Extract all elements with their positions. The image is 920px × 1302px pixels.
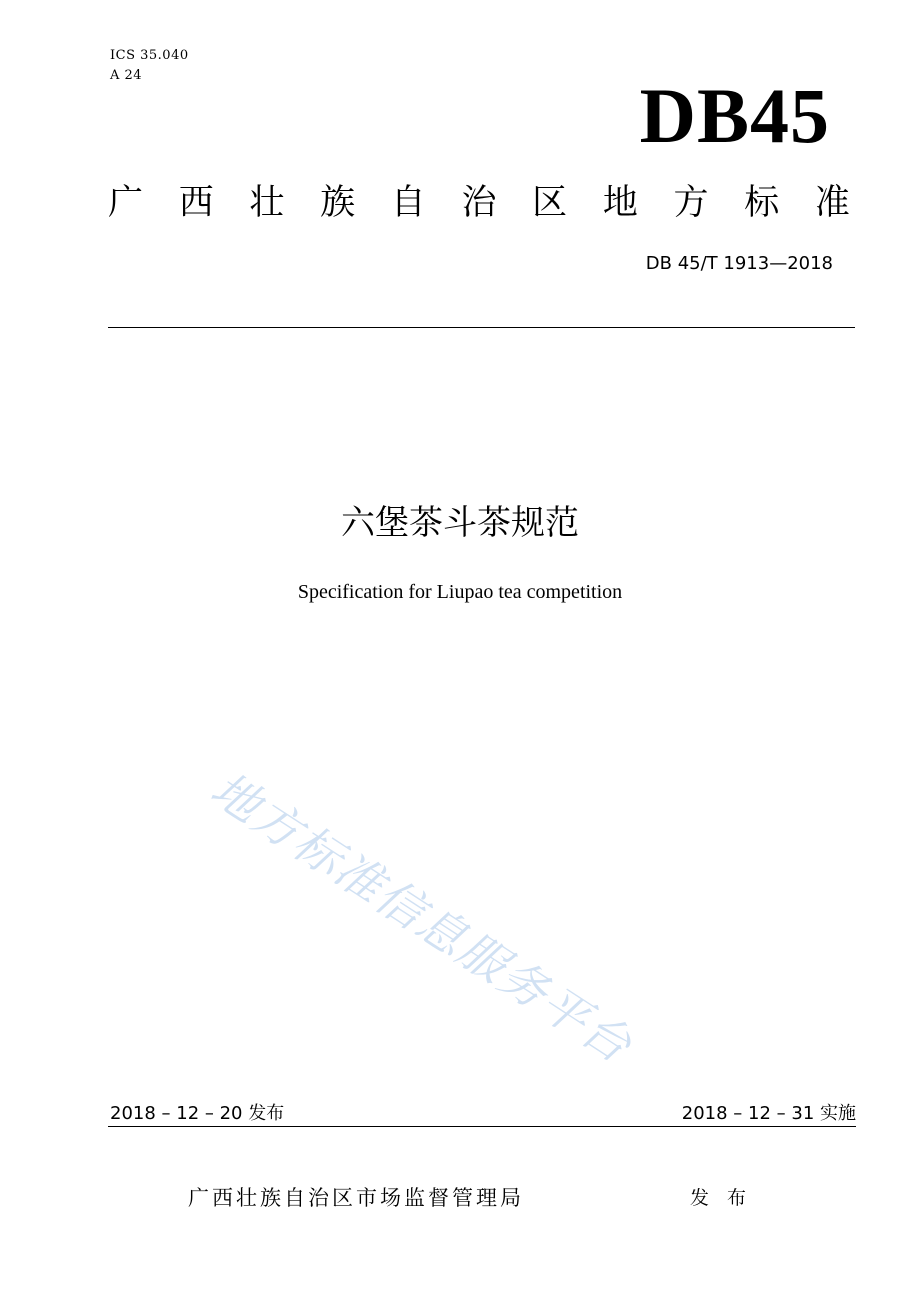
standard-type-char: 地 xyxy=(602,183,638,223)
standard-type-char: 自 xyxy=(390,183,426,223)
footer-divider xyxy=(108,1126,856,1127)
standard-type-char: 方 xyxy=(673,183,709,223)
issue-date: 2018 – 12 – 20 发布 xyxy=(110,1103,285,1124)
ics-code: ICS 35.040 xyxy=(110,48,189,63)
standard-type-char: 治 xyxy=(461,183,497,223)
standard-type-char: 壮 xyxy=(249,183,285,223)
document-title-english: Specification for Liupao tea competition xyxy=(297,581,623,603)
standard-type-char: 区 xyxy=(532,183,568,223)
date-row xyxy=(108,1100,856,1128)
header-divider xyxy=(108,327,855,328)
standard-type-heading xyxy=(108,178,850,228)
standard-type-char: 标 xyxy=(744,183,780,223)
standard-type-char: 准 xyxy=(814,183,850,223)
standard-type-char: 西 xyxy=(178,183,214,223)
classification-codes xyxy=(110,46,189,86)
standard-type-char: 广 xyxy=(108,183,144,223)
publish-label: 发 布 xyxy=(690,1187,753,1209)
publisher-name: 广西壮族自治区市场监督管理局 xyxy=(188,1186,524,1210)
document-title-chinese: 六堡茶斗茶规范 xyxy=(341,503,579,543)
watermark: 地方标准信息服务平台 xyxy=(200,761,642,1075)
ccs-code: A 24 xyxy=(110,68,143,83)
standard-number: DB 45/T 1913—2018 xyxy=(645,253,833,274)
standard-type-char: 族 xyxy=(320,183,356,223)
standard-code-logo: DB45 xyxy=(639,72,830,159)
implementation-date: 2018 – 12 – 31 实施 xyxy=(681,1103,856,1124)
